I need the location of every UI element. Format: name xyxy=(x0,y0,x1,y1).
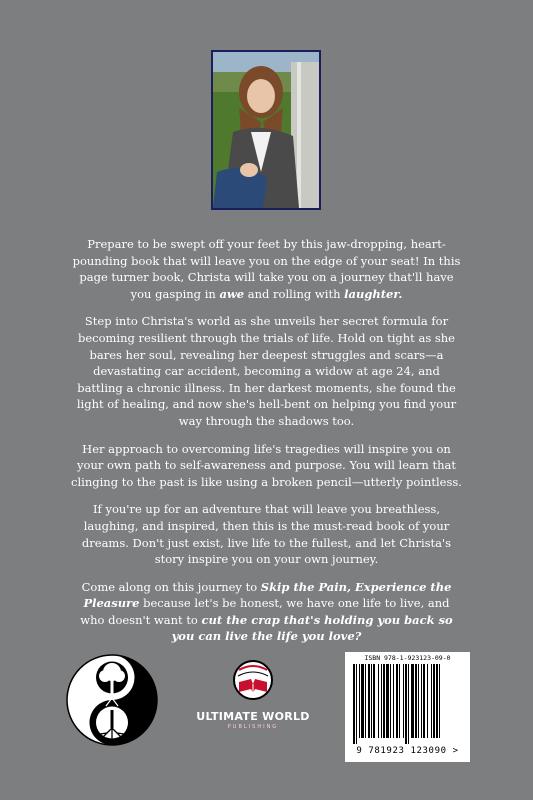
isbn-barcode xyxy=(345,652,470,762)
blurb-paragraph-5: Come along on this journey to Skip the Pain, Experience the Pleasure because let's be honest, we have one life to live, and who doesn't want to cut the crap that's holding you back so you can live the life you love? xyxy=(80,579,453,644)
barcode-bar xyxy=(403,664,404,738)
barcode-bar xyxy=(393,664,394,738)
barcode-bar xyxy=(371,664,372,738)
barcode-bar xyxy=(427,664,428,738)
author-photo-image xyxy=(213,52,319,208)
author-photo xyxy=(211,50,321,210)
barcode-bar xyxy=(386,664,389,738)
barcode-bar xyxy=(433,664,435,738)
barcode-bar xyxy=(411,664,414,738)
yin-yang-tree-icon xyxy=(66,654,158,746)
barcode-bar xyxy=(383,664,385,738)
blurb-paragraph-4: If you're up for an adventure that will leave you breathless, laughing, and inspired, then this is the must-read book of your dreams. Don't just exist, live life to the fullest, and let Christa's story inspire you on your own journey. xyxy=(81,502,452,567)
barcode-bar xyxy=(378,664,379,738)
barcode-bar xyxy=(439,664,440,738)
barcode-bar xyxy=(436,664,438,738)
barcode-bar xyxy=(373,664,375,738)
blurb-paragraph-2: Step into Christa's world as she unveils her secret formula for becoming resilient through the trials of life. Hold on tight as she bares her soul, revealing her deepest struggles and scars—a devastating car accident, becoming a widow at age 24, and battling a chronic illness. In her darkest moments, she found the light of healing, and now she's hell-bent on helping you find your way through the shadows too. xyxy=(76,314,457,428)
barcode-bar xyxy=(405,664,407,744)
barcode-bars xyxy=(351,664,463,744)
barcode-bar xyxy=(353,664,355,744)
barcode-bar xyxy=(431,664,432,738)
barcode-bar xyxy=(361,664,364,738)
publisher-logo xyxy=(188,660,318,730)
barcode-bar xyxy=(368,664,370,738)
barcode-bar xyxy=(359,664,360,738)
barcode-bar xyxy=(423,664,425,738)
publisher-subtitle: PUBLISHING xyxy=(227,724,279,730)
publisher-name: ULTIMATE WORLD xyxy=(196,710,310,723)
barcode-bar xyxy=(418,664,419,738)
barcode-bar xyxy=(356,664,357,744)
globe-book-icon xyxy=(231,660,275,702)
yin-yang-tree-logo xyxy=(66,654,158,746)
isbn-digits: 9 781923 123090 > xyxy=(356,746,459,756)
barcode-bar xyxy=(396,664,398,738)
barcode-bar xyxy=(408,664,409,744)
barcode-bar xyxy=(365,664,366,738)
barcode-bar xyxy=(390,664,391,738)
blurb-paragraph-1: Prepare to be swept off your feet by this jaw-dropping, heart-pounding book that will leave you on the edge of your seat! In this page turner book, Christa will take you on a journey that'll have you gasping in awe and rolling with laughter. xyxy=(72,237,461,301)
barcode-bar xyxy=(415,664,417,738)
barcode-bar xyxy=(399,664,400,738)
barcode-bar xyxy=(381,664,382,738)
isbn-label: ISBN 978-1-923123-09-0 xyxy=(364,654,451,662)
barcode-bar xyxy=(421,664,422,738)
back-cover-blurb xyxy=(70,236,463,656)
blurb-paragraph-3: Her approach to overcoming life's tragedies will inspire you on your own path to self-awareness and purpose. You will learn that clinging to the past is like using a broken pencil—utterly pointless. xyxy=(71,441,462,489)
